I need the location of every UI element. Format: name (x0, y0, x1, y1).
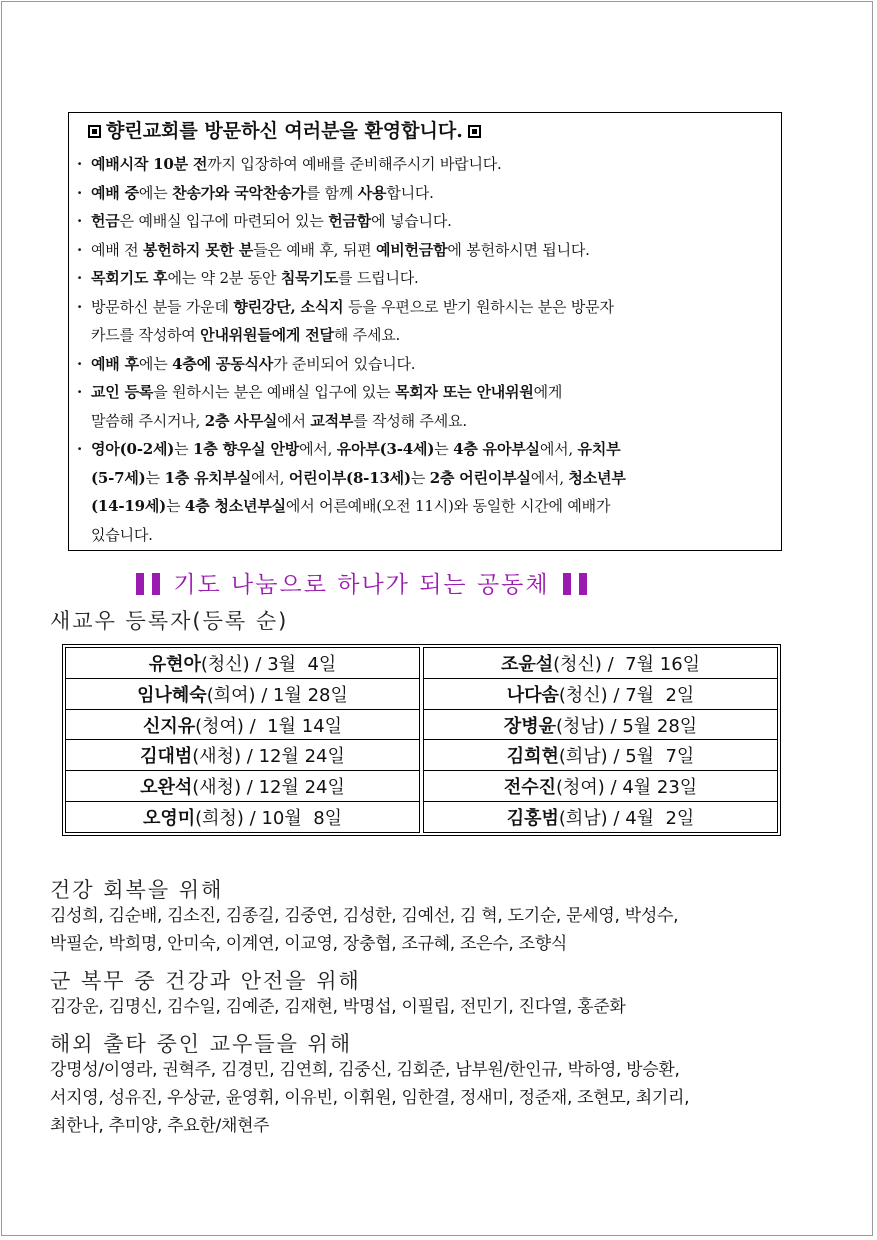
welcome-item-text: 에서, (530, 468, 569, 487)
bar-icon (136, 573, 144, 595)
welcome-item-text: 2층 어린이부실 (429, 468, 531, 487)
registrant-cell (424, 771, 777, 802)
registrant-cell (66, 740, 419, 771)
registrant-info: (청신) / 7월 2일 (558, 684, 695, 706)
welcome-item-text: 을 원하시는 분은 예배실 입구에 있는 (153, 383, 395, 401)
welcome-item-text: 목회기도 후 (91, 269, 168, 287)
bar-icon (152, 573, 160, 595)
registrant-info: (새청) / 12월 24일 (192, 746, 345, 768)
welcome-item-text: 에는 약 2분 동안 (167, 269, 281, 287)
welcome-item-text: 예배 중 (91, 183, 139, 202)
welcome-item-text: 에 봉헌하시면 됩니다. (447, 240, 590, 259)
registrants-title: 새교우 등록자(등록 순) (50, 609, 289, 633)
filled-square-icon (88, 125, 101, 138)
welcome-item-text: 교인 등록 (91, 383, 154, 401)
names-line: 김성희, 김순배, 김소진, 김종길, 김중연, 김성한, 김예선, 김 혁, 도기순, 문세영, 박성수, (50, 906, 679, 926)
welcome-title (83, 116, 781, 146)
registrant-info: (희청) / 10월 8일 (195, 808, 343, 830)
registrant-info: (청여) / 4월 23일 (555, 777, 698, 799)
prayer-abroad-names (50, 1056, 689, 1140)
registrants-right-column (423, 647, 778, 833)
welcome-item (77, 179, 781, 208)
welcome-item-text: 까지 입장하여 예배를 준비해주시기 바랍니다. (207, 155, 502, 173)
welcome-item-text: 에서 어른예배(오전 11시)와 동일한 시간에 예배가 (285, 497, 611, 515)
registrant-name: 신지유 (142, 715, 196, 737)
names-line: 서지영, 성유진, 우상균, 윤영휘, 이유빈, 이휘원, 임한결, 정새미, 정준재, 조현모, 최기리, (50, 1088, 690, 1108)
registrant-cell (66, 648, 419, 679)
welcome-item (77, 350, 781, 379)
welcome-item-text: 에서 (277, 411, 311, 430)
welcome-item-text: 에서, (539, 440, 578, 458)
welcome-box (68, 112, 782, 551)
welcome-item-text: 에서, (299, 440, 337, 458)
registrants-table (62, 644, 781, 836)
welcome-item-text: 침묵기도 (280, 269, 339, 287)
registrant-name: 오영미 (142, 808, 196, 830)
registrant-cell (424, 802, 777, 832)
registrants-left-column (65, 647, 420, 833)
names-line: 김강운, 김명신, 김수일, 김예준, 김재현, 박명섭, 이필립, 전민기, 진다열, 홍준화 (50, 997, 626, 1017)
slogan-text: 기도 나눔으로 하나가 되는 공동체 (173, 572, 550, 598)
registrant-name: 임나혜숙 (137, 684, 207, 706)
registrant-name: 김희현 (506, 746, 559, 768)
welcome-item-text: 안내위원들에게 전달 (200, 326, 334, 344)
welcome-item-text: 사용 (357, 183, 387, 202)
welcome-item (77, 378, 781, 435)
welcome-item-text: 에는 (138, 183, 173, 202)
welcome-item (77, 150, 781, 179)
welcome-item-text: 예비헌금함 (375, 240, 448, 259)
prayer-military-title: 군 복무 중 건강과 안전을 위해 (50, 969, 361, 993)
registrant-name: 오완석 (140, 777, 193, 799)
bar-icon (563, 573, 571, 595)
registrant-cell (66, 802, 419, 832)
names-line: 최한나, 추미양, 추요한/채현주 (50, 1116, 270, 1136)
registrant-name: 유현아 (148, 653, 201, 675)
prayer-health-names (50, 902, 678, 958)
welcome-item-text: 예배 전 (91, 240, 144, 259)
welcome-item-text: 있습니다. (91, 525, 153, 544)
welcome-item-text: 1층 향우실 안방 (193, 440, 300, 458)
welcome-item-text: 말씀해 주시거나, (91, 411, 205, 430)
welcome-item-text: 는 (410, 468, 430, 487)
welcome-item-text: 2층 사무실 (204, 411, 278, 430)
welcome-item-text: 방문하신 분들 가운데 (91, 297, 234, 316)
welcome-item-text: (14-19세) (91, 497, 167, 515)
welcome-item-text: 가 준비되어 있습니다. (273, 354, 416, 373)
registrant-cell (424, 740, 777, 771)
registrant-name: 전수진 (503, 777, 556, 799)
welcome-item-text: 4층 유아부실 (453, 440, 540, 458)
welcome-item (77, 435, 781, 549)
registrant-name: 김대범 (140, 746, 193, 768)
registrant-info: (청남) / 5월 28일 (555, 715, 698, 737)
welcome-item-text: 헌금함 (328, 212, 372, 230)
registrant-info: (희남) / 5월 7일 (558, 746, 695, 768)
welcome-item-text: 헌금 (91, 212, 120, 230)
welcome-item-text: 예배시작 10분 전 (91, 155, 208, 173)
slogan (132, 566, 591, 599)
welcome-item-text: 예배 후 (91, 354, 139, 373)
welcome-item (77, 293, 781, 350)
welcome-item-text: 들은 예배 후, 뒤편 (253, 240, 376, 259)
welcome-item-text: 봉헌하지 못한 분 (143, 240, 254, 259)
welcome-item-text: 유아부(3-4세) (336, 440, 435, 458)
registrant-info: (청여) / 1월 14일 (195, 715, 343, 737)
welcome-item-text: 1층 유치부실 (164, 468, 252, 487)
registrant-name: 김홍범 (506, 808, 559, 830)
registrant-name: 조윤설 (500, 653, 554, 675)
welcome-item-text: 4층 청소년부실 (184, 497, 286, 515)
names-line: 박필순, 박희명, 안미숙, 이계연, 이교영, 장충협, 조규혜, 조은수, 조향식 (50, 934, 567, 954)
registrant-cell (66, 710, 419, 741)
prayer-health-title: 건강 회복을 위해 (50, 878, 224, 902)
registrant-cell (424, 679, 777, 710)
registrant-info: (희여) / 1월 28일 (206, 684, 348, 706)
prayer-military-names (50, 993, 626, 1021)
welcome-item-text: 는 (174, 440, 194, 458)
registrant-name: 나다솜 (506, 684, 559, 706)
welcome-item-text: 교적부 (310, 411, 354, 430)
welcome-item-text: 는 (166, 497, 185, 515)
welcome-item-text: 는 (434, 440, 454, 458)
prayer-abroad-title: 해외 출타 중인 교우들을 위해 (50, 1032, 353, 1056)
welcome-item-text: 등을 우편으로 받기 원하시는 분은 방문자 (343, 297, 614, 316)
welcome-item (77, 264, 781, 293)
welcome-title-text: 향린교회를 방문하신 여러분을 환영합니다. (106, 120, 463, 142)
welcome-item-text: 해 주세요. (333, 326, 401, 344)
welcome-item-text: 를 함께 (305, 183, 358, 202)
welcome-item (77, 207, 781, 236)
filled-square-icon (468, 125, 481, 138)
bar-icon (579, 573, 587, 595)
welcome-item-text: 에서, (251, 468, 289, 487)
registrant-cell (66, 771, 419, 802)
welcome-item-text: 은 예배실 입구에 마련되어 있는 (119, 212, 329, 230)
registrant-cell (424, 648, 777, 679)
welcome-item-text: 영아(0-2세) (91, 440, 175, 458)
welcome-item-text: (5-7세) (91, 468, 146, 487)
welcome-item-text: 목회자 또는 안내위원 (394, 383, 534, 401)
welcome-item-text: 청소년부 (568, 468, 626, 487)
welcome-item-text: 를 드립니다. (338, 269, 419, 287)
welcome-items (77, 150, 781, 549)
registrant-info: (새청) / 12월 24일 (192, 777, 345, 799)
welcome-item-text: 는 (145, 468, 165, 487)
welcome-item-text: 에게 (533, 383, 563, 401)
welcome-item-text: 에는 (138, 354, 173, 373)
registrant-info: (청신) / 7월 16일 (553, 653, 701, 675)
welcome-item-text: 카드를 작성하여 (91, 326, 201, 344)
registrant-name: 장병윤 (503, 715, 556, 737)
welcome-item-text: 유치부 (577, 440, 621, 458)
welcome-item (77, 236, 781, 265)
welcome-item-text: 를 작성해 주세요. (353, 411, 467, 430)
names-line: 강명성/이영라, 권혁주, 김경민, 김연희, 김중신, 김회준, 남부원/한인규, 박하영, 방승환, (50, 1060, 680, 1080)
registrant-cell (66, 679, 419, 710)
welcome-item-text: 어린이부(8-13세) (288, 468, 411, 487)
welcome-item-text: 찬송가와 국악찬송가 (172, 183, 306, 202)
welcome-item-text: 합니다. (386, 183, 434, 202)
welcome-item-text: 향린강단, 소식지 (233, 297, 344, 316)
registrant-info: (희남) / 4월 2일 (558, 808, 695, 830)
registrant-cell (424, 710, 777, 741)
welcome-item-text: 4층에 공동식사 (172, 354, 274, 373)
welcome-item-text: 에 넣습니다. (371, 212, 452, 230)
registrant-info: (청신) / 3월 4일 (200, 653, 337, 675)
